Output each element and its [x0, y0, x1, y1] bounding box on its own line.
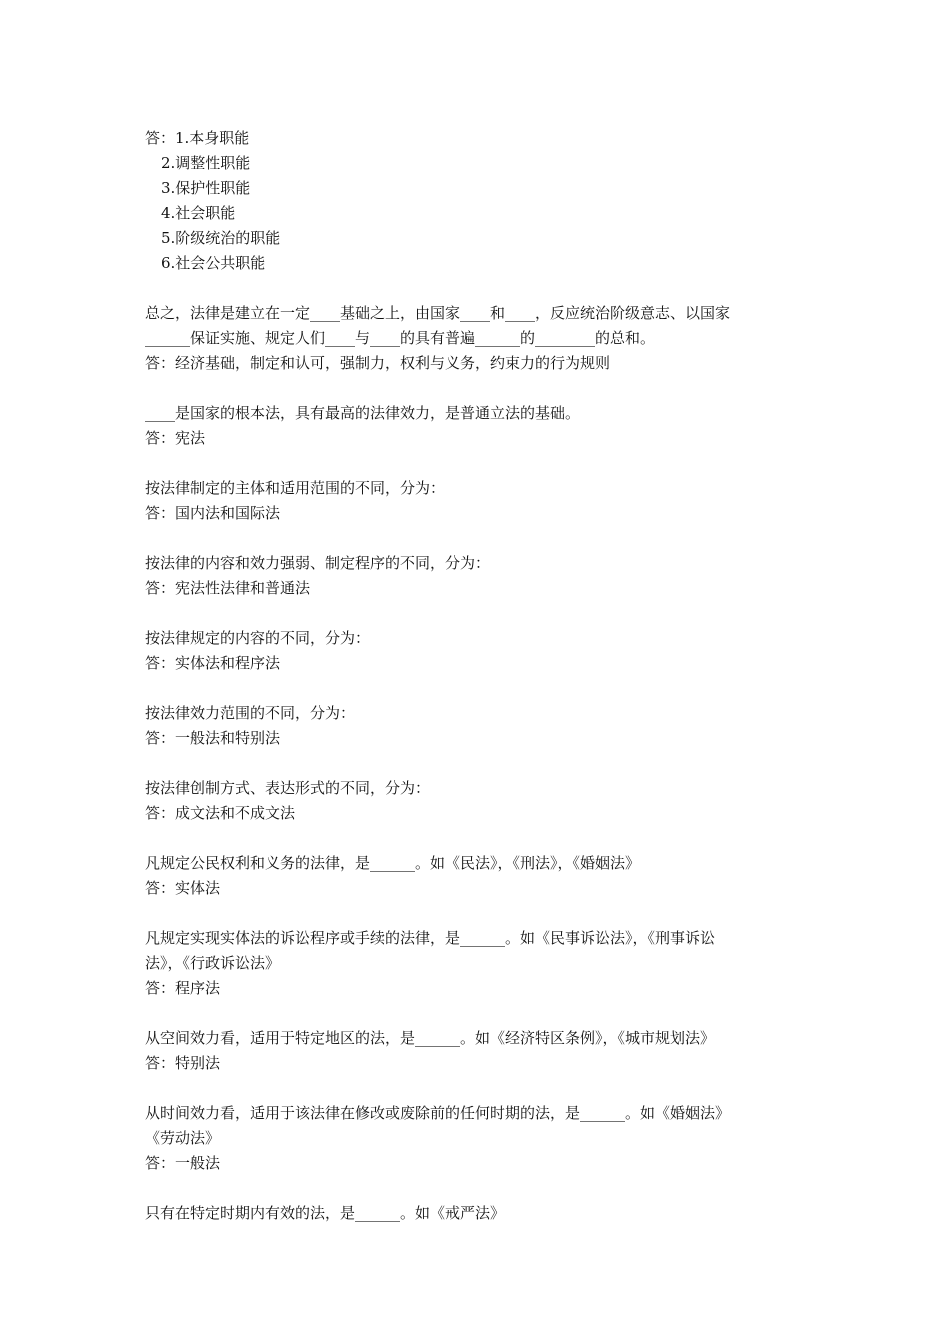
- qa-block: [145, 551, 825, 601]
- question-line: 按法律规定的内容的不同，分为：: [145, 629, 371, 647]
- paragraph-gap: [145, 1176, 825, 1201]
- answer-line: 答：宪法: [145, 429, 206, 447]
- question-line: ____是国家的根本法，具有最高的法律效力，是普通立法的基础。: [145, 404, 581, 422]
- question-line: 从时间效力看，适用于该法律在修改或废除前的任何时期的法，是______。如《婚姻法》: [145, 1104, 731, 1122]
- answer-list-item: 2.调整性职能: [161, 154, 251, 172]
- paragraph-gap: [145, 751, 825, 776]
- paragraph-gap: [145, 901, 825, 926]
- paragraph-gap: [145, 676, 825, 701]
- paragraph-gap: [145, 376, 825, 401]
- qa-block: [145, 301, 825, 376]
- answer-line: 答：经济基础，制定和认可，强制力，权利与义务，约束力的行为规则: [145, 354, 611, 372]
- answer-list-item: 4.社会职能: [161, 204, 236, 222]
- question-line: 法》，《行政诉讼法》: [145, 954, 281, 972]
- qa-block: [145, 476, 825, 526]
- answer-line: 答：实体法: [145, 879, 221, 897]
- question-line: 凡规定实现实体法的诉讼程序或手续的法律，是______。如《民事诉讼法》，《刑事诉讼: [145, 929, 716, 947]
- answer-line: 答：1.本身职能: [145, 129, 250, 147]
- answer-line: 答：国内法和国际法: [145, 504, 281, 522]
- question-line: ______保证实施、规定人们____与____的具有普遍______的________的总和。: [145, 329, 656, 347]
- question-line: 按法律创制方式、表达形式的不同，分为：: [145, 779, 431, 797]
- answer-line: 答：成文法和不成文法: [145, 804, 296, 822]
- answer-line: 答：宪法性法律和普通法: [145, 579, 311, 597]
- question-line: 按法律效力范围的不同，分为：: [145, 704, 356, 722]
- answer-list-item: 5.阶级统治的职能: [161, 229, 281, 247]
- question-line: 《劳动法》: [145, 1129, 221, 1147]
- question-line: 只有在特定时期内有效的法，是______。如《戒严法》: [145, 1204, 506, 1222]
- paragraph-gap: [145, 1001, 825, 1026]
- qa-block: [145, 776, 825, 826]
- answer-list-item: 6.社会公共职能: [161, 254, 266, 272]
- answer-line: 答：一般法: [145, 1154, 221, 1172]
- answer-list-item: 3.保护性职能: [161, 179, 251, 197]
- answer-line: 答：一般法和特别法: [145, 729, 281, 747]
- paragraph-gap: [145, 451, 825, 476]
- question-line: 按法律的内容和效力强弱、制定程序的不同，分为：: [145, 554, 491, 572]
- paragraph-gap: [145, 601, 825, 626]
- question-line: 从空间效力看，适用于特定地区的法，是______。如《经济特区条例》，《城市规划法》: [145, 1029, 716, 1047]
- functions-answer-block: [145, 126, 825, 276]
- qa-block: [145, 1026, 825, 1076]
- paragraph-gap: [145, 276, 825, 301]
- question-line: 凡规定公民权利和义务的法律，是______。如《民法》，《刑法》，《婚姻法》: [145, 854, 641, 872]
- qa-block: [145, 926, 825, 1001]
- qa-block: [145, 1101, 825, 1176]
- paragraph-gap: [145, 1076, 825, 1101]
- question-line: 总之，法律是建立在一定____基础之上，由国家____和____，反应统治阶级意志、以国家: [145, 304, 731, 322]
- answer-line: 答：程序法: [145, 979, 221, 997]
- qa-block: [145, 626, 825, 676]
- qa-block: [145, 701, 825, 751]
- paragraph-gap: [145, 526, 825, 551]
- qa-block: [145, 851, 825, 901]
- paragraph-gap: [145, 826, 825, 851]
- qa-block: [145, 401, 825, 451]
- qa-block: [145, 1201, 825, 1226]
- document-body: [145, 126, 825, 1226]
- question-line: 按法律制定的主体和适用范围的不同，分为：: [145, 479, 446, 497]
- answer-line: 答：实体法和程序法: [145, 654, 281, 672]
- answer-line: 答：特别法: [145, 1054, 221, 1072]
